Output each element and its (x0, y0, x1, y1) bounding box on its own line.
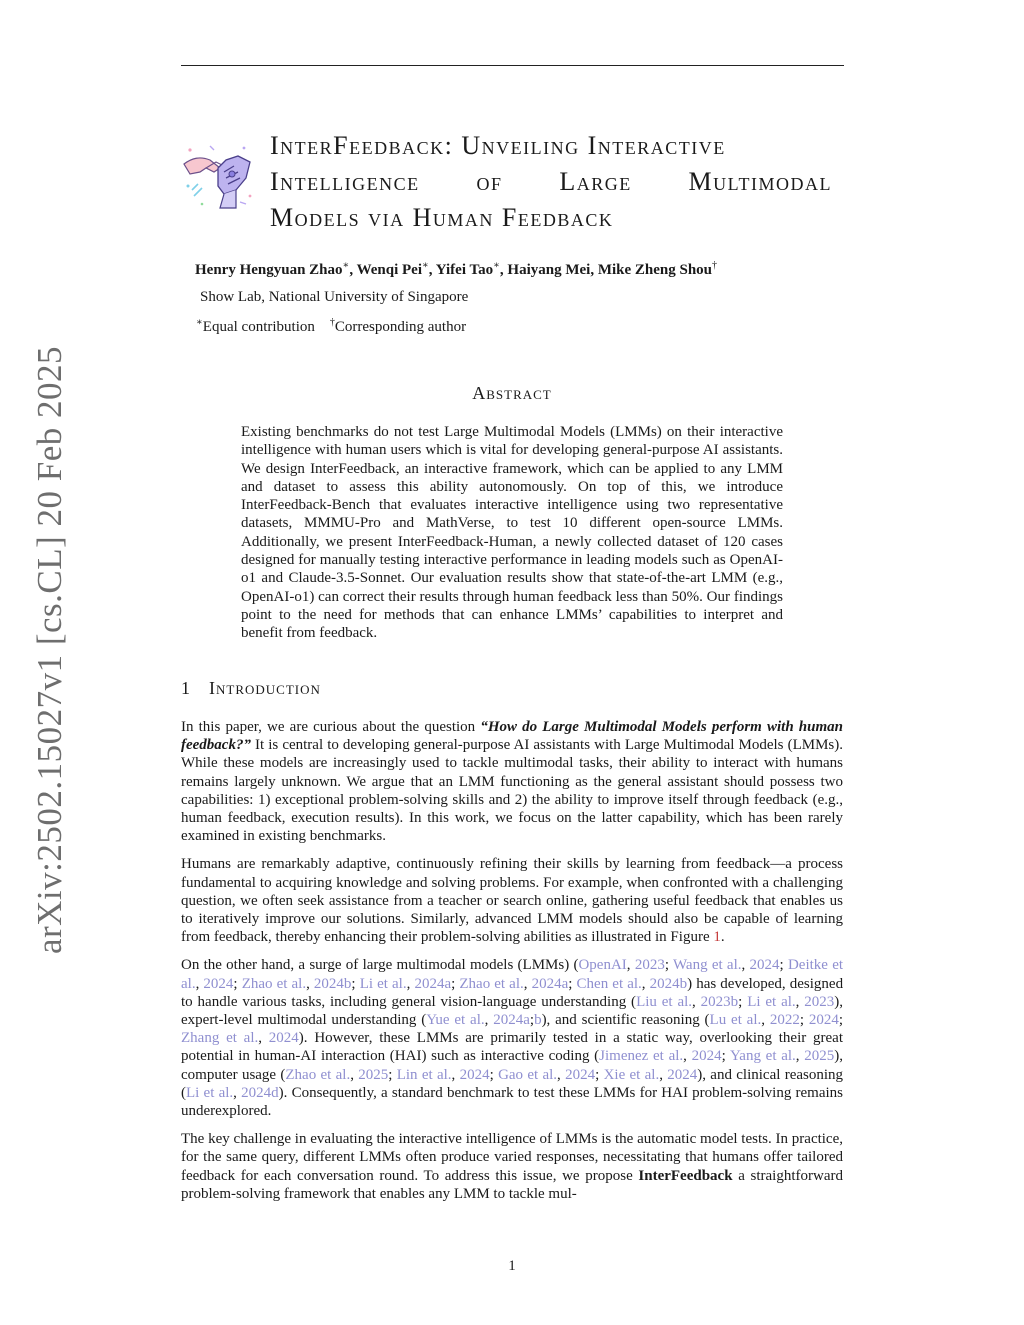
citation-link[interactable]: 2024 (667, 1066, 698, 1083)
paragraph (181, 718, 843, 845)
citation-link[interactable]: Zhao et al. (285, 1066, 351, 1083)
title-line-3: Models via Human Feedback (270, 203, 614, 232)
citation-link[interactable]: OpenAI (578, 957, 627, 974)
section-number: 1 (181, 678, 190, 698)
author-mark: ∗ (421, 260, 429, 271)
paragraph-text: ; (738, 993, 748, 1010)
citation-link[interactable]: Yang et al. (729, 1048, 796, 1065)
citation-link[interactable]: Li et al. (359, 975, 407, 992)
author-name: Haiyang Mei (507, 262, 591, 278)
section-title: Introduction (209, 678, 321, 698)
paragraph-text: a straightforward problem-solving framework that enables any LMM to tackle mul- (181, 1167, 843, 1202)
citation-link[interactable]: Chen et al. (576, 975, 642, 992)
paragraph-text: , (484, 1012, 494, 1029)
paragraph-text: ). However, these LMMs are primarily tested in a static way, overlooking their great potential in human-AI interaction (HAI) such as interactive coding ( (181, 1030, 843, 1065)
author-mark: ∗ (342, 260, 350, 271)
paragraph-text: , (557, 1066, 566, 1083)
page-number: 1 (508, 1258, 516, 1274)
paragraph-text: , (795, 993, 805, 1010)
citation-link[interactable]: Deitke et al. (181, 957, 844, 992)
header-rule (181, 65, 844, 66)
citation-link[interactable]: 2024a (493, 1012, 530, 1029)
paragraph-text: , (761, 1012, 770, 1029)
paragraph-text: ), expert-level multimodal understanding ( (181, 993, 844, 1029)
citation-link[interactable]: Wang et al. (672, 957, 742, 974)
paragraph-text: In this paper, we are curious about the question (181, 719, 481, 735)
paragraph-text: . (720, 929, 725, 946)
paragraph-text: , (350, 1066, 359, 1083)
paragraph-text: ; (721, 1048, 730, 1065)
citation-link[interactable]: Li et al. (186, 1084, 234, 1101)
citation-link[interactable]: Zhang et al. (181, 1030, 259, 1047)
citation-link[interactable]: 2024b (313, 975, 352, 992)
paragraph-text: , (523, 975, 532, 992)
paragraph-text: , (659, 1066, 668, 1083)
paragraph-text: ), and scientific reasoning ( (541, 1012, 710, 1029)
citation-link[interactable]: Lin et al. (396, 1066, 452, 1083)
citation-link[interactable]: 2024 (268, 1030, 299, 1047)
paragraph-text: ; (451, 975, 460, 992)
paragraph-text: , (258, 1030, 269, 1047)
citation-link[interactable]: 2024 (808, 1012, 839, 1029)
citation-link[interactable]: 2024 (749, 957, 780, 974)
framework-name: InterFeedback (638, 1167, 733, 1184)
paragraph (181, 1130, 843, 1203)
citation-link[interactable]: 2023 (634, 957, 665, 974)
paragraph-text: ), computer usage ( (181, 1048, 843, 1083)
citation-link[interactable]: 2022 (769, 1012, 800, 1029)
corresponding-mark: † (329, 317, 335, 328)
paragraph-text: ; (799, 1012, 809, 1029)
hand-robot-logo-icon (180, 138, 258, 216)
paragraph (181, 855, 843, 946)
paragraph-text: Humans are remarkably adaptive, continuously refining their skills by learning from feedback—a process fundamental to acquiring knowledge and solving problems. For example, when confronted with a challenging question, we often seek assistance from a teacher or search online, gathering useful feedback that enables us to iteratively improve our solutions. Similarly, advanced LMM models should also be capable of learning from feedback, thereby enhancing their problem-solving abilities as illustrated in Figure (181, 856, 843, 946)
paragraph-text: , (233, 1084, 242, 1101)
citation-link[interactable]: Liu et al. (636, 993, 693, 1010)
paragraph (181, 956, 843, 1120)
paragraph-text: ; (489, 1066, 499, 1083)
citation-link[interactable]: 2024 (565, 1066, 596, 1083)
paragraph-text: On the other hand, a surge of large multimodal models (LMMs) ( (181, 957, 579, 974)
paragraph-text: ; (388, 1066, 397, 1083)
paragraph-text: ; (779, 957, 788, 974)
author-list: Henry Hengyuan Zhao∗, Wenqi Pei∗, Yifei Tao∗, Haiyang Mei, Mike Zheng Shou† (195, 260, 718, 278)
abstract-heading: Abstract (472, 383, 552, 403)
citation-link[interactable]: Jimenez et al. (599, 1048, 684, 1065)
paragraph-text: ; (529, 1012, 535, 1029)
section-heading (181, 678, 321, 699)
equal-contribution-note: Equal contribution (202, 319, 315, 335)
figure-reference-link[interactable]: 1 (713, 929, 721, 946)
citation-link[interactable]: Zhao et al. (459, 975, 524, 992)
paragraph-text: ; (595, 1066, 604, 1083)
citation-link[interactable]: 2025 (358, 1066, 389, 1083)
paragraph-text: ; (838, 1012, 844, 1029)
paragraph-text: , (741, 957, 750, 974)
title-line-2: Intelligence of Large Multimodal (270, 167, 832, 196)
citation-link[interactable]: Xie et al. (603, 1066, 660, 1083)
citation-link[interactable]: Yue et al. (426, 1012, 485, 1029)
paragraph-text: ). Consequently, a standard benchmark to test these LMMs for HAI problem-solving remains underexplored. (181, 1084, 844, 1120)
citation-link[interactable]: Li et al. (747, 993, 796, 1010)
author-name: Henry Hengyuan Zhao (195, 262, 343, 278)
corresponding-author-note: Corresponding author (334, 319, 467, 335)
paragraph-text: ) has developed, designed to handle various tasks, including general vision-language understanding ( (181, 975, 844, 1010)
paragraph-text: The key challenge in evaluating the interactive intelligence of LMMs is the automatic model tests. In practice, for the same query, different LMMs often produce varied responses, necessitating that humans offer tailored feedback for each conversation round. To address this issue, we propose (181, 1131, 843, 1184)
citation-link[interactable]: 2024a (531, 975, 569, 992)
abstract-text: Existing benchmarks do not test Large Multimodal Models (LMMs) on their interactive intelligence with human users which is vital for developing general-purpose AI assistants. We design InterFeedback, an interactive framework, which can be applied to any LMM and dataset to assess this ability autonomously. On top of this, we introduce InterFeedback-Bench that evaluates interactive intelligence using two representative datasets, MMMU-Pro and MathVerse, to test 10 different open-source LMMs. Additionally, we present InterFeedback-Human, a newly collected dataset of 120 cases designed for manually testing interactive performance in leading models such as OpenAI-o1 and Claude-3.5-Sonnet. Our evaluation results show that state-of-the-art LMM (e.g., OpenAI-o1) can correct their results through human feedback less than 50%. Our findings point to the need for methods that can enhance LMMs’ capabilities to interpret and benefit from feedback. (241, 424, 783, 642)
paragraph-text: , (683, 1048, 692, 1065)
paragraph-text: , (626, 957, 635, 974)
paragraph-text: , (406, 975, 415, 992)
paragraph-text: , (692, 993, 701, 1010)
citation-link[interactable]: 2024 (459, 1066, 490, 1083)
paper-title (270, 128, 832, 236)
paragraph-text: ), and clinical reasoning ( (181, 1066, 844, 1101)
paragraph-text: ; (664, 957, 673, 974)
author-name: Yifei Tao (435, 262, 494, 278)
equal-mark: ∗ (196, 317, 203, 328)
paragraph-text: , (451, 1066, 460, 1083)
paragraph-text: It is central to developing general-purpose AI assistants with Large Multimodal Models (LMMs). While these models are increasingly used to tackle multimodal tasks, their ability to interact with humans remains largely unknown. We argue that an LMM functioning as the general assistant should possess two capabilities: 1) exceptional problem-solving skills and 2) the ability to improve itself through feedback (e.g., human feedback, execution results). In this work, we focus on the latter capability, which has been rarely examined in existing benchmarks. (181, 737, 843, 845)
paragraph-text: , (641, 975, 650, 992)
citation-link[interactable]: 2024b (649, 975, 688, 992)
citation-link[interactable]: 2025 (804, 1048, 835, 1065)
affiliation: Show Lab, National University of Singapore (200, 289, 469, 305)
citation-link[interactable]: 2023b (700, 993, 739, 1010)
paragraph-text: ; (233, 975, 242, 992)
citation-link[interactable]: Lu et al. (709, 1012, 762, 1029)
citation-link[interactable]: 2024a (414, 975, 452, 992)
paragraph-text: , (195, 975, 204, 992)
citation-link[interactable]: Gao et al. (498, 1066, 558, 1083)
citation-link[interactable]: Zhao et al. (241, 975, 307, 992)
arxiv-identifier[interactable]: arXiv:2502.15027v1 [cs.CL] 20 Feb 2025 (30, 345, 69, 955)
paragraph-text: ; (568, 975, 577, 992)
citation-link[interactable]: 2024d (241, 1084, 279, 1101)
paragraph-text: , (306, 975, 314, 992)
citation-link[interactable]: 2023 (804, 993, 835, 1010)
author-notes (196, 317, 466, 336)
research-question: “How do Large Multimodal Models perform with human feedback?” (181, 719, 843, 754)
citation-link[interactable]: 2024 (691, 1048, 722, 1065)
introduction-body (181, 718, 843, 1213)
paragraph-text: , (795, 1048, 805, 1065)
title-line-1: InterFeedback: Unveiling Interactive (270, 131, 726, 160)
author-mark: ∗ (493, 260, 500, 271)
citation-link[interactable]: b (534, 1012, 542, 1029)
author-name: Mike Zheng Shou (597, 262, 713, 278)
author-name: Wenqi Pei (356, 262, 422, 278)
paragraph-text: ; (351, 975, 360, 992)
author-mark: † (712, 260, 718, 271)
citation-link[interactable]: 2024 (203, 975, 234, 992)
